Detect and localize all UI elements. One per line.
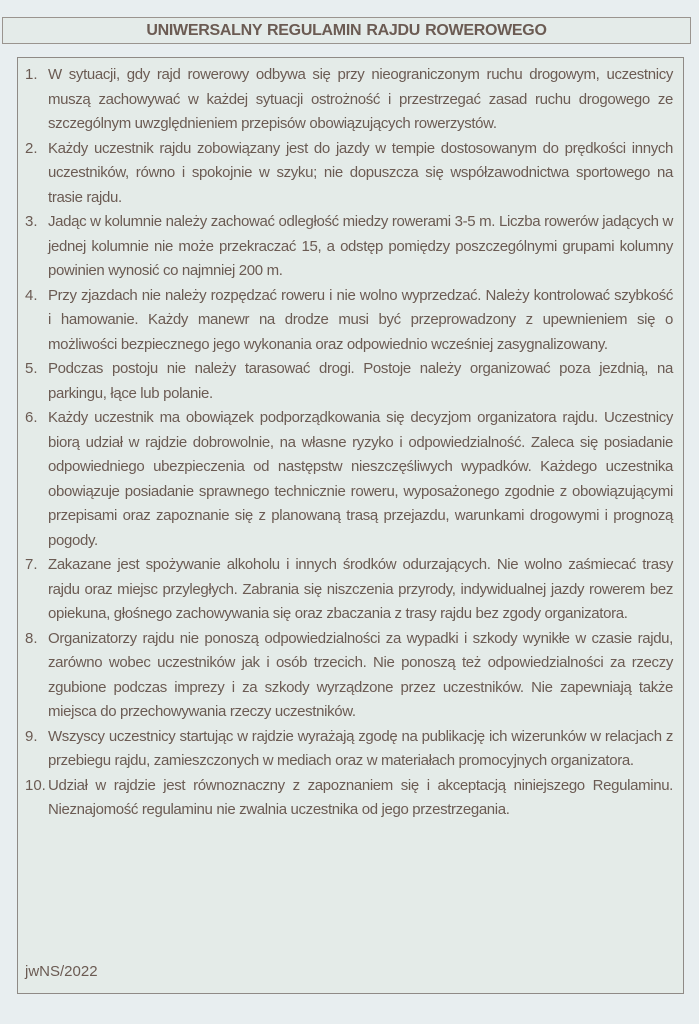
rule-item bbox=[25, 627, 673, 725]
title-box bbox=[2, 17, 691, 44]
rule-number: 7. bbox=[25, 556, 38, 573]
rule-number: 5. bbox=[25, 360, 38, 377]
rule-number: 2. bbox=[25, 139, 38, 157]
rule-item bbox=[25, 553, 673, 627]
rule-item bbox=[25, 210, 673, 284]
rule-number: 6. bbox=[25, 409, 38, 426]
rule-item bbox=[25, 63, 673, 137]
rule-item bbox=[25, 284, 673, 358]
rules-box bbox=[17, 57, 684, 994]
document-title: UNIWERSALNY REGULAMIN RAJDU ROWEROWEGO bbox=[146, 22, 547, 39]
rule-number: 8. bbox=[25, 629, 38, 647]
rule-item bbox=[25, 725, 673, 774]
rule-text: W sytuacji, gdy rajd rowerowy odbywa się przy nieograniczonym ruchu drogowym, uczestnicy muszą zachowywać w każdej sytuacji ostrożność i przestrzegać zasad ruchu drogowego ze szczególnym uwzględnieniem przepisów obowiązujących rowerzystów. bbox=[48, 66, 673, 132]
rule-text: Każdy uczestnik ma obowiązek podporządkowania się decyzjom organizatora rajdu. Uczestnicy biorą udział w rajdzie dobrowolnie, na własne ryzyko i odpowiedzialność. Zaleca się posiadanie odpowiedniego ubezpieczenia od następstw nieszczęśliwych wypadków. Każdego uczestnika obowiązuje posiadanie sprawnego technicznie roweru, wyposażonego zgodnie z obowiązującymi przepisami oraz zapoznanie się z planowaną trasą przejazdu, warunkami drogowymi i prognozą pogody. bbox=[48, 409, 673, 549]
rule-text: Każdy uczestnik rajdu zobowiązany jest do jazdy w tempie dostosowanym do prędkości innych uczestników, równo i spokojnie w szyku; nie dopuszcza się współzawodnictwa sportowego na trasie rajdu. bbox=[48, 139, 673, 206]
rules-list bbox=[25, 63, 673, 823]
rule-number: 4. bbox=[25, 286, 38, 304]
rule-text: Udział w rajdzie jest równoznaczny z zapoznaniem się i akceptacją niniejszego Regulaminu. Nieznajomość regulaminu nie zwalnia uczestnika od jego przestrzegania. bbox=[48, 776, 673, 818]
rule-text: Zakazane jest spożywanie alkoholu i innych środków odurzających. Nie wolno zaśmiecać trasy rajdu oraz miejsc przyległych. Zabrania się niszczenia przyrody, indywidualnej jazdy rowerem bez opiekuna, głośnego zachowywania się oraz zbaczania z trasy rajdu bez zgody organizatora. bbox=[48, 556, 673, 622]
rule-item bbox=[25, 774, 673, 823]
rule-item bbox=[25, 357, 673, 406]
rule-text: Podczas postoju nie należy tarasować drogi. Postoje należy organizować poza jezdnią, na parkingu, łące lub polanie. bbox=[48, 360, 673, 402]
rule-item bbox=[25, 406, 673, 553]
rule-item bbox=[25, 137, 673, 211]
rule-text: Jadąc w kolumnie należy zachować odległość miedzy rowerami 3-5 m. Liczba rowerów jadących w jednej kolumnie nie może przekraczać 15, a odstęp pomiędzy poszczególnymi grupami kolumny powinien wynosić co najmniej 200 m. bbox=[48, 213, 673, 279]
rule-text: Przy zjazdach nie należy rozpędzać roweru i nie wolno wyprzedzać. Należy kontrolować szybkość i hamowanie. Każdy manewr na drodze musi być przeprowadzony z upewnieniem się o możliwości bezpiecznego jego wykonania oraz odpowiednio wcześniej zasygnalizowany. bbox=[48, 286, 673, 353]
rule-text: Wszyscy uczestnicy startując w rajdzie wyrażają zgodę na publikację ich wizerunków w relacjach z przebiegu rajdu, zamieszczonych w mediach oraz w materiałach promocyjnych organizatora. bbox=[48, 727, 673, 769]
document-signature: jwNS/2022 bbox=[25, 963, 98, 980]
rule-number: 10. bbox=[25, 776, 46, 794]
rule-text: Organizatorzy rajdu nie ponoszą odpowiedzialności za wypadki i szkody wynikłe w czasie rajdu, zarówno wobec uczestników jak i osób trzecich. Nie ponoszą też odpowiedzialności za rzeczy zgubione podczas imprezy i za szkody wyrządzone przez uczestników. Nie zapewniają także miejsca do przechowywania rzeczy uczestników. bbox=[48, 629, 673, 720]
rule-number: 9. bbox=[25, 727, 38, 745]
rule-number: 3. bbox=[25, 213, 38, 230]
rule-number: 1. bbox=[25, 66, 38, 83]
